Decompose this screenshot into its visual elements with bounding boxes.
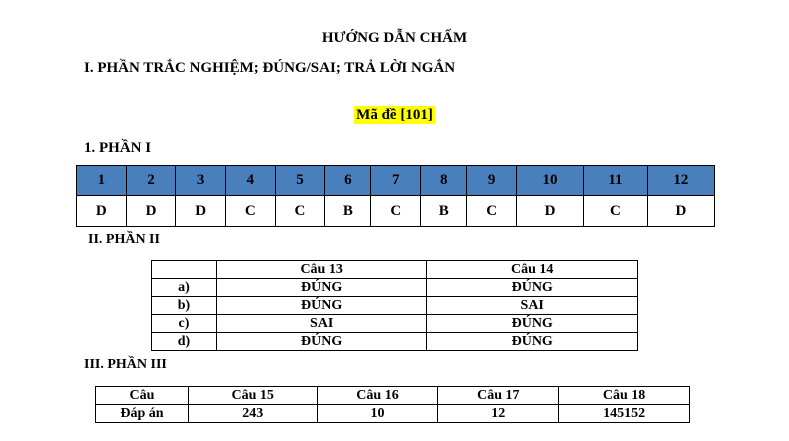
part1-heading: 1. PHẦN I: [84, 140, 152, 156]
answer-cell: 243: [188, 405, 317, 423]
row-label: d): [152, 333, 217, 351]
header-cell: Câu 18: [559, 387, 690, 405]
question-number: 7: [371, 166, 421, 196]
answer-cell: ĐÚNG: [427, 315, 638, 333]
question-number: 1: [77, 166, 127, 196]
part1-answer-table: [76, 165, 715, 227]
answer-cell: D: [516, 196, 583, 227]
section-heading: I. PHẦN TRẮC NGHIỆM; ĐÚNG/SAI; TRẢ LỜI NGẮN: [84, 60, 456, 76]
answer-cell: C: [275, 196, 325, 227]
answer-cell: 145152: [559, 405, 690, 423]
table-row: [96, 405, 690, 423]
header-cell: Câu 14: [427, 261, 638, 279]
question-number: 6: [325, 166, 371, 196]
header-cell: Câu 13: [216, 261, 427, 279]
row-label: a): [152, 279, 217, 297]
question-number: 8: [421, 166, 467, 196]
header-cell: Câu: [96, 387, 189, 405]
answer-cell: B: [325, 196, 371, 227]
table-row: [152, 333, 638, 351]
answer-cell: ĐÚNG: [427, 333, 638, 351]
question-number: 12: [647, 166, 714, 196]
answer-cell: ĐÚNG: [216, 333, 427, 351]
header-cell: [152, 261, 217, 279]
question-number-row: [77, 166, 715, 196]
table-row: [152, 279, 638, 297]
answer-cell: 10: [317, 405, 438, 423]
answer-cell: D: [176, 196, 226, 227]
question-number: 2: [126, 166, 176, 196]
table-row: [152, 315, 638, 333]
answer-cell: D: [647, 196, 714, 227]
answer-cell: 12: [438, 405, 559, 423]
header-cell: Câu 15: [188, 387, 317, 405]
answer-cell: ĐÚNG: [216, 297, 427, 315]
row-label: b): [152, 297, 217, 315]
part3-heading: III. PHẦN III: [84, 357, 167, 372]
question-number: 3: [176, 166, 226, 196]
table-header-row: [152, 261, 638, 279]
table-row: [152, 297, 638, 315]
exam-code-line: [0, 107, 789, 124]
question-number: 5: [275, 166, 325, 196]
answer-cell: D: [77, 196, 127, 227]
answer-cell: C: [225, 196, 275, 227]
answer-cell: ĐÚNG: [216, 279, 427, 297]
question-number: 10: [516, 166, 583, 196]
header-cell: Câu 17: [438, 387, 559, 405]
question-number: 9: [467, 166, 517, 196]
row-label: c): [152, 315, 217, 333]
question-number: 11: [584, 166, 648, 196]
part2-heading: II. PHẦN II: [88, 232, 160, 247]
answer-cell: C: [371, 196, 421, 227]
answer-cell: B: [421, 196, 467, 227]
answer-cell: SAI: [427, 297, 638, 315]
answer-cell: D: [126, 196, 176, 227]
answer-cell: C: [467, 196, 517, 227]
part3-answer-table: [95, 386, 690, 423]
answer-row: [77, 196, 715, 227]
table-header-row: [96, 387, 690, 405]
answer-cell: ĐÚNG: [427, 279, 638, 297]
header-cell: Câu 16: [317, 387, 438, 405]
answer-cell: C: [584, 196, 648, 227]
row-label: Đáp án: [96, 405, 189, 423]
question-number: 4: [225, 166, 275, 196]
answer-cell: SAI: [216, 315, 427, 333]
part2-answer-table: [151, 260, 638, 351]
exam-code: Mã đề [101]: [356, 107, 433, 123]
page-title: HƯỚNG DẪN CHẤM: [321, 30, 468, 46]
